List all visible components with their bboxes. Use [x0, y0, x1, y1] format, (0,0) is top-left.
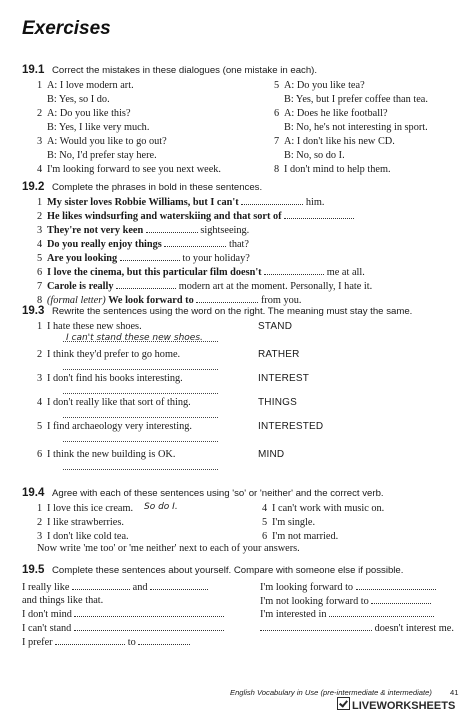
sentence-start: I really like	[22, 582, 70, 593]
handwritten-answer: I can't stand these new shoes.	[66, 333, 203, 343]
item-text: I love the cinema, but this particular film doesn't	[47, 267, 262, 278]
section-number: 19.4	[22, 487, 45, 499]
item-number: 6	[262, 531, 268, 542]
keyword: STAND	[258, 321, 293, 332]
item-number: 8	[37, 295, 43, 306]
item-text: We look forward to	[108, 295, 194, 306]
answer-blank	[146, 224, 198, 233]
item-text-end: me at all.	[326, 267, 365, 278]
item-number: 4	[37, 397, 43, 408]
answer-line	[63, 369, 218, 370]
answer-blank	[356, 581, 436, 590]
item-text-end: that?	[228, 239, 249, 250]
exercise-line	[37, 449, 175, 460]
item-text: I love this ice cream.	[47, 503, 134, 514]
exercise-line	[274, 122, 428, 133]
sentence-line	[22, 636, 190, 648]
answer-blank	[329, 608, 434, 617]
exercise-line	[37, 224, 249, 236]
item-text: A: Does he like football?	[284, 108, 388, 119]
exercise-line	[37, 531, 129, 542]
sentence-start: and things like that.	[22, 595, 104, 606]
answer-blank	[260, 622, 372, 631]
sentence-start: I'm interested in	[260, 609, 327, 620]
item-text: I don't find his books interesting.	[47, 373, 183, 384]
answer-blank	[72, 581, 130, 590]
item-number: 4	[262, 503, 268, 514]
answer-blank	[74, 622, 224, 631]
sentence-mid: to	[127, 637, 136, 648]
item-text: Carole is really	[47, 281, 114, 292]
item-text: A: I love modern art.	[47, 80, 134, 91]
item-number: 7	[274, 136, 280, 147]
sentence-end: doesn't interest me.	[374, 623, 454, 634]
sentence-line	[22, 622, 224, 634]
exercise-line	[37, 421, 192, 432]
keyword: INTERESTED	[258, 421, 324, 432]
item-number: 1	[37, 321, 43, 332]
item-text: B: Yes, I like very much.	[47, 122, 150, 133]
item-number: 3	[37, 531, 43, 542]
item-number: 1	[37, 197, 43, 208]
item-number: 2	[37, 349, 43, 360]
sentence-line	[260, 595, 431, 607]
answer-blank	[196, 294, 258, 303]
item-number: 1	[37, 503, 43, 514]
exercise-line	[37, 122, 149, 133]
exercise-line	[37, 503, 133, 514]
item-number: 3	[37, 373, 43, 384]
item-number: 8	[274, 164, 280, 175]
item-text: A: Do you like this?	[47, 108, 131, 119]
exercise-line	[37, 238, 249, 250]
item-text: They're not very keen	[47, 225, 144, 236]
item-text-end: modern art at the moment. Personally, I hate it.	[178, 281, 373, 292]
item-text: I like strawberries.	[47, 517, 124, 528]
exercise-line	[37, 150, 157, 161]
exercise-line	[37, 108, 131, 119]
exercise-line	[37, 80, 134, 91]
sentence-mid: and	[132, 582, 148, 593]
exercise-line	[274, 164, 391, 175]
item-text: I think they'd prefer to go home.	[47, 349, 181, 360]
section-instruction: Rewrite the sentences using the word on the right. The meaning must stay the same.	[52, 306, 413, 317]
item-text-end: to your holiday?	[182, 253, 250, 264]
item-text: Are you looking	[47, 253, 118, 264]
item-text: A: Would you like to go out?	[47, 136, 167, 147]
item-number: 3	[37, 225, 43, 236]
keyword: RATHER	[258, 349, 300, 360]
exercise-line	[37, 210, 354, 222]
item-text: I'm single.	[272, 517, 316, 528]
item-text: Do you really enjoy things	[47, 239, 162, 250]
exercise-line	[262, 531, 338, 542]
sentence-line	[260, 608, 434, 620]
section-instruction: Complete the phrases in bold in these sentences.	[52, 182, 263, 193]
exercise-line	[37, 252, 250, 264]
item-number: 3	[37, 136, 43, 147]
item-number: 5	[37, 421, 43, 432]
sentence-line	[22, 581, 208, 593]
section-instruction: Agree with each of these sentences using 'so' or 'neither' and the correct verb.	[52, 488, 384, 499]
page-title: Exercises	[22, 18, 111, 39]
exercise-line	[274, 136, 395, 147]
item-number: 4	[37, 164, 43, 175]
answer-blank	[284, 210, 354, 219]
answer-blank	[138, 636, 190, 645]
item-text: I think the new building is OK.	[47, 449, 176, 460]
exercise-line	[274, 80, 365, 91]
sentence-line	[260, 622, 454, 634]
answer-blank	[55, 636, 125, 645]
item-number: 5	[262, 517, 268, 528]
exercise-line	[37, 164, 221, 175]
answer-blank	[116, 280, 176, 289]
answer-line	[63, 341, 218, 342]
book-title: English Vocabulary in Use (pre-intermediate & intermediate)	[230, 688, 432, 697]
item-text: I'm not married.	[272, 531, 339, 542]
section-number: 19.5	[22, 564, 45, 576]
section-number: 19.2	[22, 181, 45, 193]
answer-line	[63, 393, 218, 394]
sentence-start: I don't mind	[22, 609, 72, 620]
exercise-line	[37, 349, 180, 360]
exercise-line	[274, 108, 388, 119]
page-number: 41	[450, 688, 459, 697]
exercise-line	[262, 517, 315, 528]
item-text: I don't mind to help them.	[284, 164, 391, 175]
item-number: 6	[37, 449, 43, 460]
item-text-end: sightseeing.	[200, 225, 250, 236]
item-number: 4	[37, 239, 43, 250]
item-number: 2	[37, 108, 43, 119]
answer-line	[63, 417, 218, 418]
answer-blank	[264, 266, 324, 275]
keyword: MIND	[258, 449, 285, 460]
item-text: I don't really like that sort of thing.	[47, 397, 191, 408]
item-text: B: Yes, so I do.	[47, 94, 110, 105]
item-number: 2	[37, 211, 43, 222]
item-number: 6	[37, 267, 43, 278]
exercise-line	[262, 503, 384, 514]
exercise-line	[37, 321, 142, 332]
sentence-start: I can't stand	[22, 623, 72, 634]
exercise-line	[37, 196, 324, 208]
section-instruction: Complete these sentences about yourself. Compare with someone else if possible.	[52, 565, 404, 576]
sentence-start: I'm looking forward to	[260, 582, 354, 593]
brand-name: LIVEWORKSHEETS	[352, 700, 456, 712]
item-text: I don't like cold tea.	[47, 531, 129, 542]
sentence-line	[22, 595, 103, 606]
answer-blank	[241, 196, 303, 205]
item-text: He likes windsurfing and waterskiing and that sort of	[47, 211, 282, 222]
item-text: B: No, I'd prefer stay here.	[47, 150, 157, 161]
item-number: 6	[274, 108, 280, 119]
item-number: 7	[37, 281, 43, 292]
exercise-line	[37, 397, 191, 408]
follow-up-instruction: Now write 'me too' or 'me neither' next to each of your answers.	[37, 543, 300, 554]
section-instruction: Correct the mistakes in these dialogues (one mistake in each).	[52, 65, 318, 76]
section-number: 19.1	[22, 64, 45, 76]
item-number: 5	[274, 80, 280, 91]
answer-blank	[150, 581, 208, 590]
exercise-line	[274, 150, 345, 161]
answer-blank	[74, 608, 224, 617]
item-text: I'm looking forward to see you next week.	[47, 164, 221, 175]
exercise-line	[37, 136, 167, 147]
item-text: I can't work with music on.	[272, 503, 385, 514]
item-text: B: No, so do I.	[284, 150, 345, 161]
item-text: My sister loves Robbie Williams, but I can't	[47, 197, 239, 208]
keyword: THINGS	[258, 397, 297, 408]
sentence-line	[22, 608, 224, 620]
exercise-line	[274, 94, 428, 105]
exercise-line	[37, 517, 124, 528]
item-text: B: Yes, but I prefer coffee than tea.	[284, 94, 428, 105]
keyword: INTEREST	[258, 373, 310, 384]
handwritten-answer: So do I.	[144, 502, 178, 512]
answer-blank	[371, 595, 431, 604]
item-text-end: from you.	[260, 295, 302, 306]
exercise-line	[37, 373, 183, 384]
exercise-line	[37, 280, 372, 292]
item-number: 2	[37, 517, 43, 528]
sentence-start: I prefer	[22, 637, 53, 648]
exercise-line	[37, 294, 301, 306]
item-text: A: Do you like tea?	[284, 80, 365, 91]
sentence-start: I'm not looking forward to	[260, 596, 369, 607]
item-text: I hate these new shoes.	[47, 321, 142, 332]
section-number: 19.3	[22, 305, 45, 317]
item-text-end: him.	[305, 197, 325, 208]
exercise-line	[37, 266, 365, 278]
item-note: (formal letter)	[47, 295, 106, 306]
answer-line	[63, 469, 218, 470]
item-text: B: No, he's not interesting in sport.	[284, 122, 428, 133]
exercise-line	[37, 94, 110, 105]
item-number: 5	[37, 253, 43, 264]
check-icon	[337, 697, 350, 710]
sentence-line	[260, 581, 436, 593]
answer-blank	[164, 238, 226, 247]
item-text: A: I don't like his new CD.	[284, 136, 395, 147]
item-number: 1	[37, 80, 43, 91]
answer-line	[63, 441, 218, 442]
item-text: I find archaeology very interesting.	[47, 421, 192, 432]
answer-blank	[120, 252, 180, 261]
